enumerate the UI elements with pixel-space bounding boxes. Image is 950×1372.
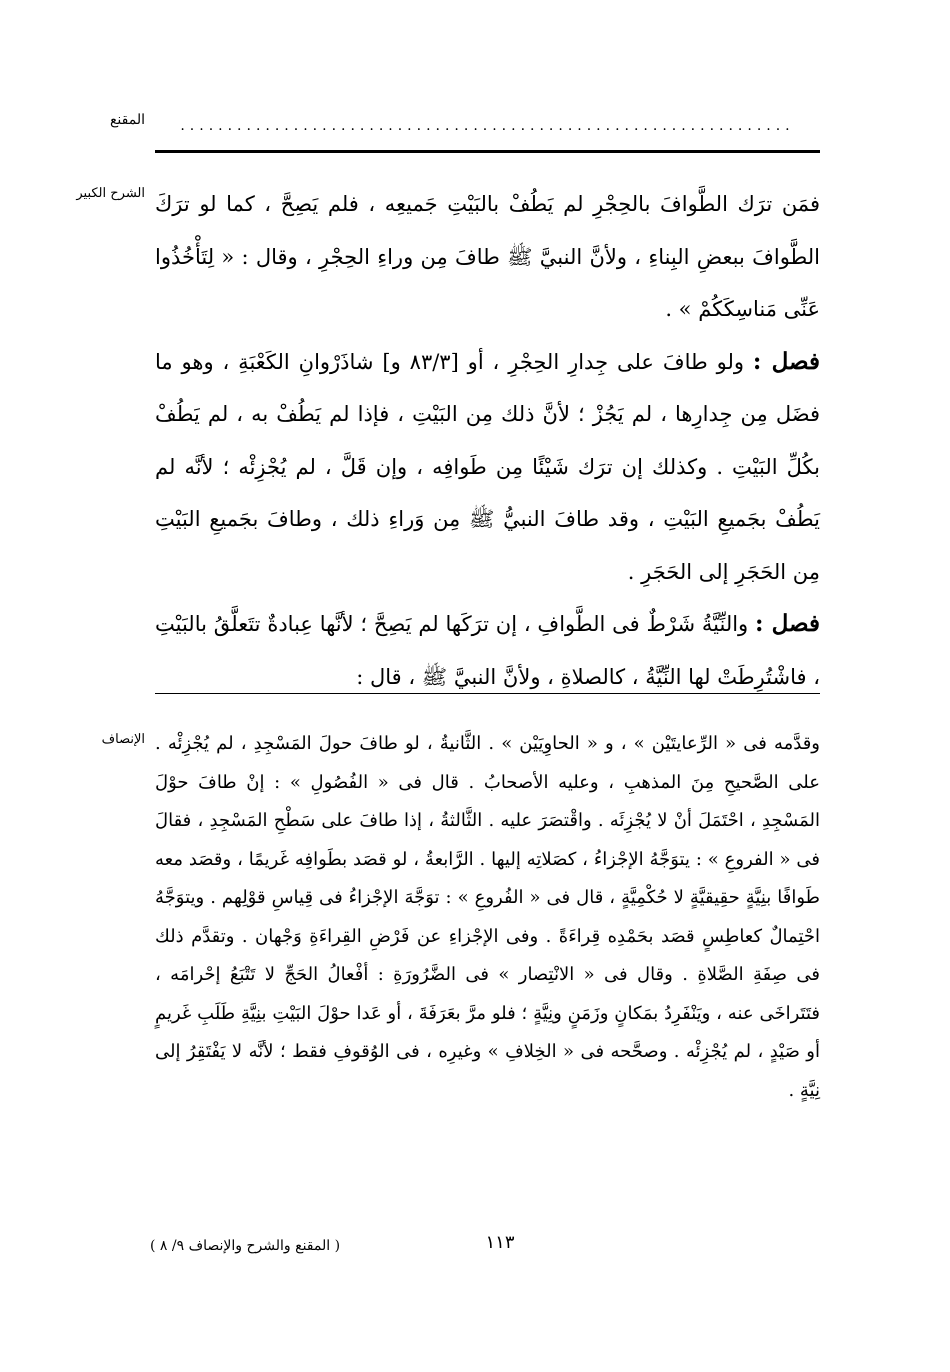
fasl-heading: فصل : (755, 610, 820, 637)
fasl-heading: فصل : (752, 347, 821, 375)
dotted-leader: ................................................................. (180, 118, 795, 134)
insaf-text-block (155, 725, 820, 1110)
fasl-paragraph-1 (155, 336, 820, 599)
sharh-paragraph-1: فمَن ترَك الطَّوافَ بالحِجْرِ لم يَطُفْ بالبَيْتِ جَميعِه ، فلم يَصِحَّ ، كما لو ترَكَ الطَّوافَ ببعضِ البِناءِ ، ولأنَّ النبيَّ ﷺ طافَ مِن وراءِ الحِجْرِ ، وقال : « لِتَأْخُذُوا عَنِّى مَناسِكَكُمْ » . (155, 192, 820, 321)
header-divider (155, 150, 820, 153)
section-divider (155, 693, 820, 694)
fasl-text: ولو طافَ على جِدارِ الحِجْرِ ، أو [٨٣/٣ و] شاذَرْوانِ الكَعْبَةِ ، وهو ما فضَل مِن جِدارِها ، لم يَجُزْ ؛ لأنَّ ذلك مِن البَيْتِ ، فإذا لم يَطُفْ به ، لم يَطُفْ بكُلِّ البَيْتِ . وكذلك إن ترَك شَيْئًا مِن طَوافِه ، وإن قَلَّ ، لم يُجْزِئْه ؛ لأنَّه لم يَطُفْ بجَميعِ البَيْتِ ، وقد طافَ النبيُّ ﷺ مِن وَراءِ ذلك ، وطافَ بجَميعِ البَيْتِ مِن الحَجَرِ إلى الحَجَرِ . (155, 349, 820, 584)
book-title: المقنع (109, 112, 145, 128)
header-rule (155, 112, 820, 136)
fasl-paragraph-2 (155, 598, 820, 703)
page-number: ١١٣ (485, 1232, 515, 1253)
sharh-text-block (155, 178, 820, 703)
insaf-paragraph: وقدَّمه فى « الرِّعايتَيْن » ، و « الحاوِيَيْن » . الثَّانيةُ ، لو طافَ حولَ المَسْجِدِ ، لم يُجْزِئْه . على الصَّحيحِ مِنَ المذهبِ ، وعليه الأصحابُ . قال فى « الفُصُولِ » : إنْ طافَ حوْلَ المَسْجِدِ ، احْتَمَلَ أنْ لا يُجْزِئَه . واقْتصَرَ عليه . الثَّالثةُ ، إذا طافَ على سَطْحِ المَسْجِدِ ، فقالَ فى « الفروعِ » : يتوَجَّهُ الإجْزاءُ ، كصَلاتِه إليها . الرَّابعةُ ، لو قصَد بطَوافِه غَريمًا ، وقصَد معه طَوافًا بنِيَّةٍ حقِيقيَّةٍ لا حُكْمِيَّةٍ ، قال فى « الفُروعِ » : توَجَّهَ الإجْزاءُ فى قِياسِ قوْلِهم . ويتوَجَّهُ احْتِمالٌ كعاطِسٍ قصَد بحَمْدِه قِراءَةً . وفى الإجْزاءِ عن فَرْضِ القِراءَةِ وَجْهان . وتقدَّم ذلك فى صِفَةِ الصَّلاةِ . وقال فى « الانْتِصار » فى الضَّرُورَةِ : أفْعالُ الحَجِّ لا تَتْبَعُ إحْرامَه ، فتَتَراخَى عنه ، ويَنْفَرِدُ بمَكانٍ وزَمَنٍ ونِيَّةٍ ؛ فلو مرَّ بعَرَفَةَ ، أو عَدا حوْلَ البَيْتِ بنِيَّةِ طَلَبِ غَريمٍ أو صَيْدٍ ، لم يُجْزِئْه . وصحَّحه فى « الخِلافِ » وغيرِه ، فى الوُقوفِ فقط ؛ لأنَّه لا يَفْتَقِرُ إلى نِيَّةٍ . (155, 733, 821, 1101)
volume-reference: ( المقنع والشرح والإنصاف ٩/ ٨ ) (150, 1238, 341, 1254)
sharh-label: الشرح الكبير (76, 186, 145, 201)
fasl-text: والنِّيَّةُ شَرْطٌ فى الطَّوافِ ، إن ترَكَها لم يَصِحَّ ؛ لأنَّها عِبادةٌ تتَعلَّقُ بالبَيْتِ ، فاشْتُرِطَتْ لها النِّيَّةُ ، كالصلاةِ ، ولأنَّ النبيَّ ﷺ ، قال : (155, 612, 820, 689)
insaf-label: الإنصاف (101, 732, 145, 747)
